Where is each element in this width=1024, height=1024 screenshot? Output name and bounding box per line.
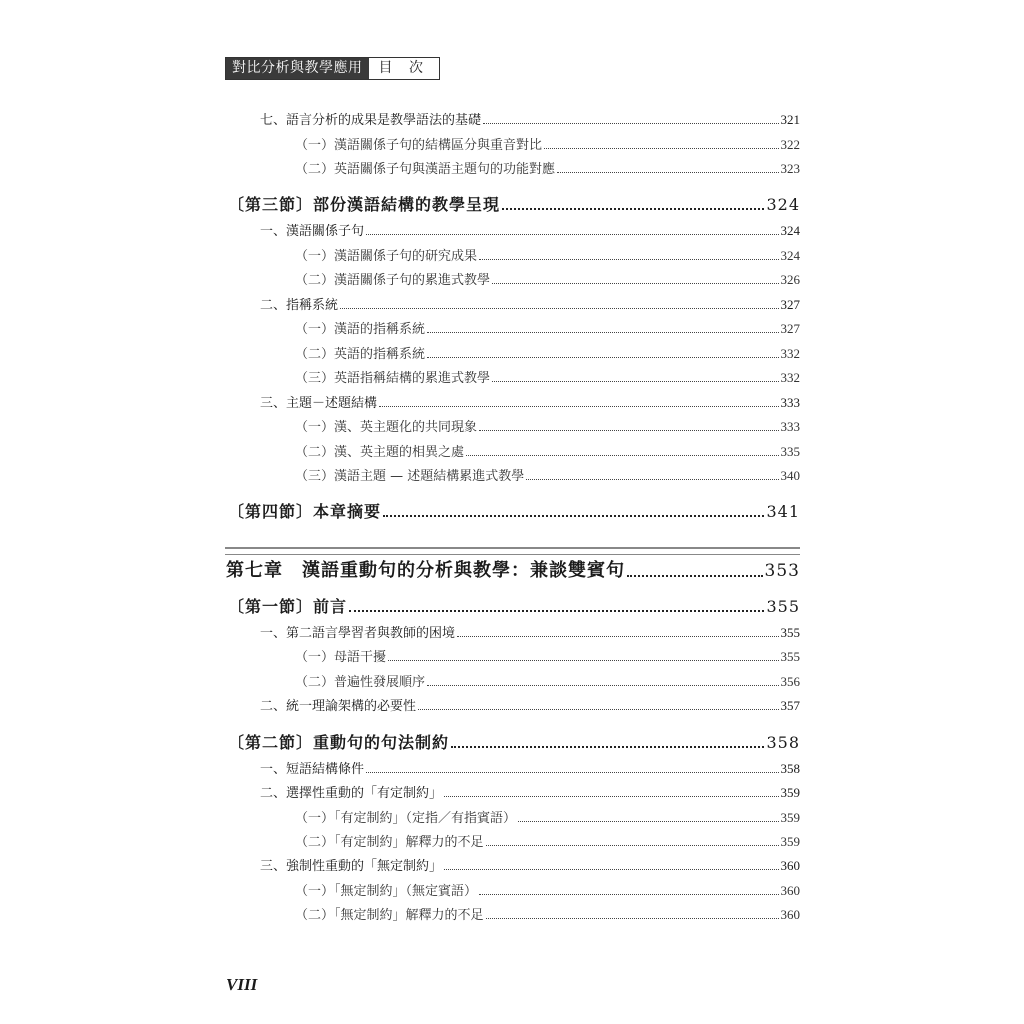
toc-entry-page: 341 — [766, 502, 800, 521]
toc-entry-page: 327 — [780, 297, 800, 312]
toc-entry-title: 〔第三節〕部份漢語結構的教學呈現 — [228, 195, 501, 214]
dot-leader — [388, 659, 778, 661]
dot-leader — [383, 514, 764, 517]
toc-entry-title: （一）漢語的指稱系統 — [295, 322, 426, 337]
toc-entry[interactable] — [295, 416, 800, 435]
toc-entry-page: 323 — [780, 161, 800, 176]
toc-entry-page: 324 — [780, 248, 800, 263]
toc-entry-page: 355 — [766, 597, 800, 616]
dot-leader — [526, 478, 778, 480]
toc-entry-title: 〔第二節〕重動句的句法制約 — [228, 733, 450, 752]
dot-leader — [451, 745, 764, 748]
toc-entry-title: 〔第一節〕前言 — [228, 597, 348, 616]
toc-entry[interactable] — [295, 671, 800, 690]
dot-leader — [492, 282, 778, 284]
toc-entry[interactable] — [295, 367, 800, 386]
dot-leader — [427, 684, 778, 686]
toc-entry-page: 332 — [780, 370, 800, 385]
toc-entry[interactable] — [295, 807, 800, 826]
toc-entry-page: 358 — [780, 761, 800, 776]
toc-entry-page: 353 — [764, 561, 800, 581]
toc-entry-page: 360 — [780, 907, 800, 922]
toc-entry[interactable] — [260, 109, 800, 128]
toc-entry-page: 332 — [780, 346, 800, 361]
toc-entry-page: 322 — [780, 137, 800, 152]
dot-leader — [427, 356, 778, 358]
toc-entry[interactable] — [260, 294, 800, 313]
toc-entry-title: 一、短語結構條件 — [260, 762, 365, 777]
dot-leader — [544, 147, 778, 149]
toc-entry[interactable] — [295, 831, 800, 850]
dot-leader — [457, 635, 778, 637]
dot-leader — [557, 171, 778, 173]
toc-entry-title: （一）「有定制約」（定指／有指賓語） — [295, 811, 517, 826]
dot-leader — [444, 868, 778, 870]
toc-entry-page: 358 — [766, 733, 800, 752]
running-header — [225, 57, 440, 80]
dot-leader — [502, 207, 764, 210]
dot-leader — [479, 429, 778, 431]
toc-entry[interactable] — [295, 880, 800, 899]
dot-leader — [492, 380, 778, 382]
toc-entry-title: （二）「無定制約」解釋力的不足 — [295, 908, 484, 923]
toc-entry-title: （二）「有定制約」解釋力的不足 — [295, 835, 484, 850]
toc-entry-page: 355 — [780, 625, 800, 640]
toc-entry-title: （一）漢、英主題化的共同現象 — [295, 420, 478, 435]
toc-entry[interactable] — [226, 556, 800, 582]
toc-entry-page: 355 — [780, 649, 800, 664]
dot-leader — [379, 405, 778, 407]
toc-entry-page: 324 — [780, 223, 800, 238]
dot-leader — [479, 258, 778, 260]
toc-entry[interactable] — [295, 904, 800, 923]
dot-leader — [479, 893, 778, 895]
toc-entry-page: 360 — [780, 858, 800, 873]
toc-entry[interactable] — [295, 269, 800, 288]
toc-entry-title: （二）普遍性發展順序 — [295, 675, 426, 690]
toc-entry-title: （二）漢語關係子句的累進式教學 — [295, 273, 491, 288]
dot-leader — [466, 454, 778, 456]
dot-leader — [486, 917, 779, 919]
toc-entry-title: （一）漢語關係子句的研究成果 — [295, 249, 478, 264]
dot-leader — [427, 331, 778, 333]
toc-entry[interactable] — [260, 392, 800, 411]
book-title: 對比分析與教學應用 — [226, 58, 369, 79]
toc-entry[interactable] — [228, 499, 800, 522]
toc-entry-title: 一、漢語關係子句 — [260, 224, 365, 239]
toc-entry-page: 356 — [780, 674, 800, 689]
toc-entry-page: 359 — [780, 785, 800, 800]
dot-leader — [366, 771, 778, 773]
toc-entry[interactable] — [260, 622, 800, 641]
toc-entry[interactable] — [295, 465, 800, 484]
toc-entry[interactable] — [295, 318, 800, 337]
toc-entry[interactable] — [295, 158, 800, 177]
toc-entry[interactable] — [260, 695, 800, 714]
toc-entry[interactable] — [295, 646, 800, 665]
toc-entry[interactable] — [295, 134, 800, 153]
toc-entry-title: 第七章 漢語重動句的分析與教學：兼談雙賓句 — [226, 560, 625, 581]
toc-entry-title: （一）「無定制約」（無定賓語） — [295, 884, 478, 899]
toc-entry-page: 324 — [766, 195, 800, 214]
toc-entry-page: 326 — [780, 272, 800, 287]
toc-entry-title: 七、語言分析的成果是教學語法的基礎 — [260, 113, 482, 128]
chapter-divider — [225, 547, 800, 555]
toc-entry-title: （三）英語指稱結構的累進式教學 — [295, 371, 491, 386]
toc-entry-page: 340 — [780, 468, 800, 483]
toc-entry[interactable] — [228, 594, 800, 617]
toc-entry[interactable] — [260, 855, 800, 874]
toc-entry-title: （二）英語關係子句與漢語主題句的功能對應 — [295, 162, 556, 177]
toc-entry-page: 333 — [780, 395, 800, 410]
toc-entry-page: 357 — [780, 698, 800, 713]
toc-entry-page: 359 — [780, 834, 800, 849]
toc-entry-page: 359 — [780, 810, 800, 825]
toc-entry-page: 360 — [780, 883, 800, 898]
toc-entry-title: 三、主題－述題結構 — [260, 396, 378, 411]
toc-entry-page: 333 — [780, 419, 800, 434]
toc-entry-title: 二、選擇性重動的「有定制約」 — [260, 786, 443, 801]
toc-entry[interactable] — [260, 782, 800, 801]
toc-entry-title: （三）漢語主題 — 述題結構累進式教學 — [295, 469, 525, 484]
toc-entry-title: 二、指稱系統 — [260, 298, 339, 313]
toc-entry[interactable] — [228, 192, 800, 215]
toc-entry[interactable] — [295, 343, 800, 362]
page-number: VIII — [226, 975, 258, 994]
dot-leader — [366, 233, 778, 235]
toc-entry[interactable] — [295, 441, 800, 460]
dot-leader — [627, 574, 763, 577]
toc-entry-page: 335 — [780, 444, 800, 459]
toc-entry-title: 一、第二語言學習者與教師的困境 — [260, 626, 456, 641]
dot-leader — [518, 820, 778, 822]
dot-leader — [340, 307, 778, 309]
toc-entry-page: 321 — [780, 112, 800, 127]
dot-leader — [418, 708, 778, 710]
dot-leader — [349, 609, 764, 612]
dot-leader — [486, 844, 779, 846]
toc-entry[interactable] — [260, 758, 800, 777]
dot-leader — [483, 122, 778, 124]
toc-entry-title: （二）漢、英主題的相異之處 — [295, 445, 465, 460]
section-label: 目 次 — [369, 58, 439, 79]
toc-entry-title: 二、統一理論架構的必要性 — [260, 699, 417, 714]
toc-entry-title: （一）母語干擾 — [295, 650, 387, 665]
toc-entry-title: 三、強制性重動的「無定制約」 — [260, 859, 443, 874]
toc-entry-title: 〔第四節〕本章摘要 — [228, 502, 382, 521]
dot-leader — [444, 795, 778, 797]
toc-entry-page: 327 — [780, 321, 800, 336]
toc-entry[interactable] — [228, 730, 800, 753]
toc-entry[interactable] — [295, 245, 800, 264]
toc-entry-title: （二）英語的指稱系統 — [295, 347, 426, 362]
toc-entry-title: （一）漢語關係子句的結構區分與重音對比 — [295, 138, 543, 153]
toc-entry[interactable] — [260, 220, 800, 239]
